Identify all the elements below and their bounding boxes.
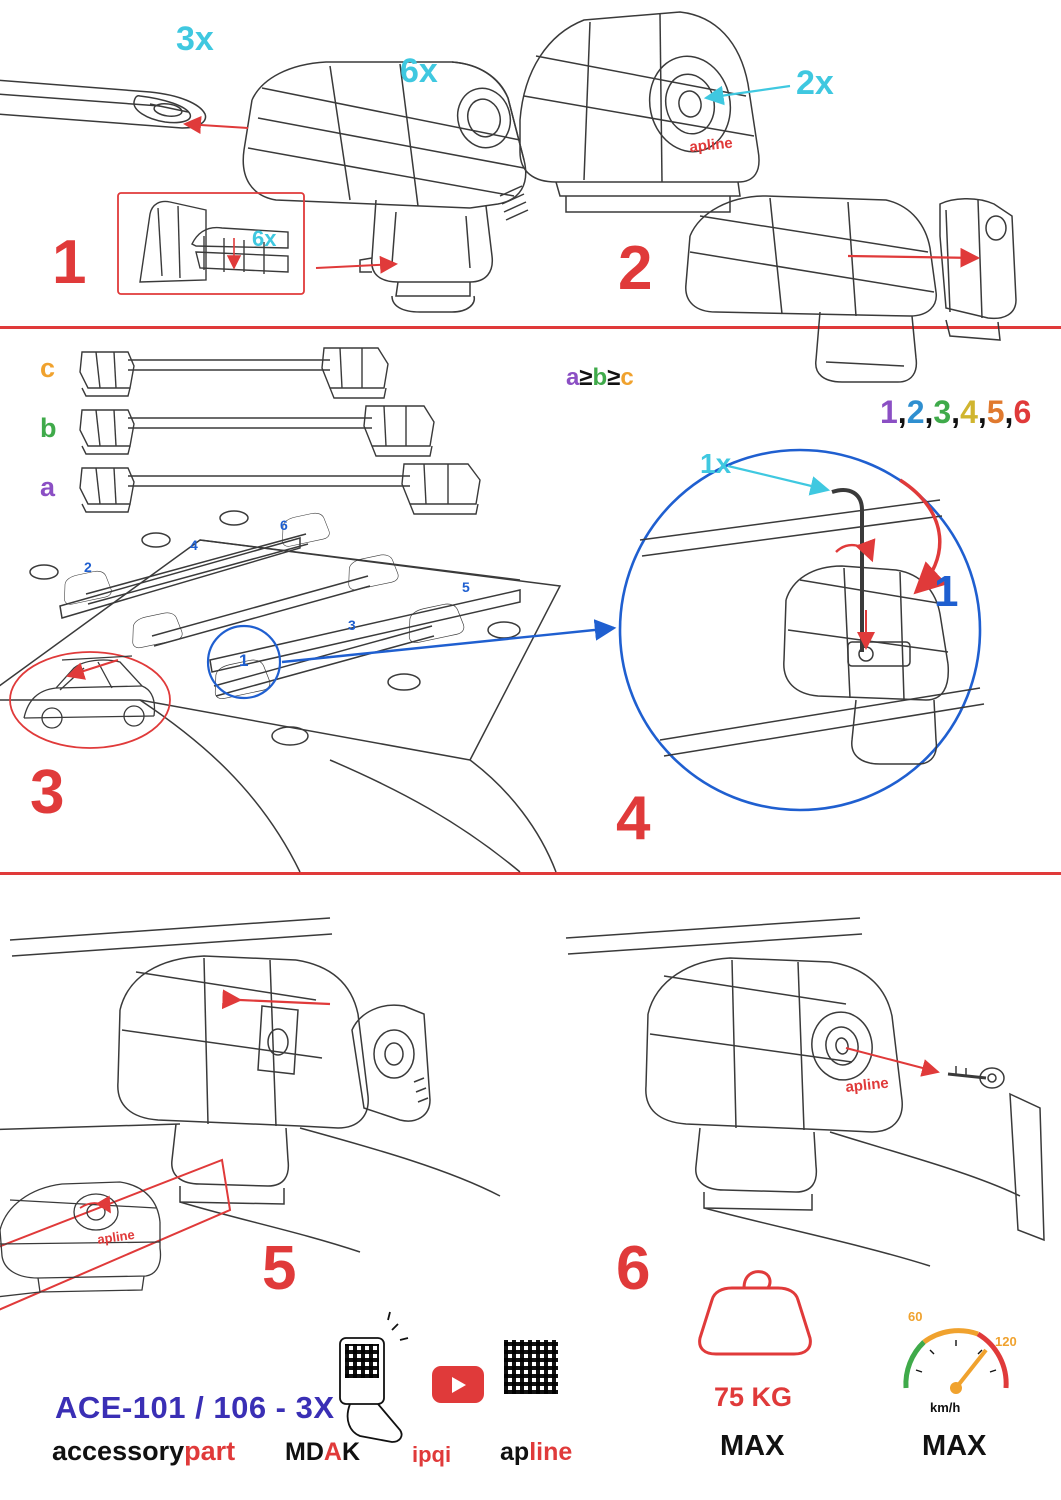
roof-point-6: 6 <box>280 517 288 533</box>
step-number-4: 4 <box>616 784 651 853</box>
step-number-5: 5 <box>262 1234 297 1303</box>
product-code: ACE-101 / 106 - 3X <box>55 1390 335 1425</box>
brand-apline <box>500 1438 572 1467</box>
brand-mdak <box>285 1438 360 1467</box>
step-number-2: 2 <box>618 234 653 303</box>
tightening-sequence: 1,2,3,4,5,6 <box>880 394 1032 430</box>
svg-text:apline: apline <box>844 1074 890 1096</box>
roof-point-1: 1 <box>239 651 249 670</box>
brand-mdak-part2: K <box>341 1438 361 1466</box>
section-divider-1 <box>0 326 1061 329</box>
weight-limit-label: 75 KG <box>714 1382 793 1412</box>
speed-tick-high: 120 <box>995 1334 1017 1349</box>
inequality-expression <box>566 366 634 390</box>
brand-accessorypart <box>52 1436 235 1467</box>
inequality-ge-1: ≥ <box>579 364 593 391</box>
brand-ipqi: ipqi <box>412 1442 452 1467</box>
brand-accessory-text: accessory <box>52 1436 185 1466</box>
roof-point-5: 5 <box>462 579 470 595</box>
weight-max-label: MAX <box>720 1430 785 1462</box>
torque-callout-number: 1 <box>934 567 959 616</box>
qr-code-mdak[interactable] <box>345 1344 379 1378</box>
speed-unit-label: km/h <box>930 1400 961 1415</box>
speed-tick-low: 60 <box>908 1309 923 1324</box>
quantity-1x: 1x <box>700 448 732 479</box>
quantity-2x: 2x <box>796 64 834 102</box>
roof-point-3: 3 <box>348 617 356 633</box>
brand-mdak-accent: A <box>323 1438 342 1466</box>
quantity-3x: 3x <box>176 20 214 58</box>
inequality-ge-2: ≥ <box>607 364 621 391</box>
bar-label-b: b <box>40 413 57 443</box>
speed-max-label: MAX <box>922 1430 987 1462</box>
step-number-6: 6 <box>616 1234 651 1303</box>
youtube-icon[interactable] <box>432 1366 484 1403</box>
brand-part-text: part <box>184 1436 236 1466</box>
inequality-a: a <box>566 364 580 391</box>
bar-label-a: a <box>40 472 56 502</box>
svg-text:apline: apline <box>688 134 734 156</box>
roof-point-4: 4 <box>190 537 198 553</box>
inequality-c: c <box>620 364 634 391</box>
section-divider-2 <box>0 872 1061 875</box>
quantity-6x: 6x <box>400 52 438 90</box>
step-number-1: 1 <box>52 228 87 297</box>
step-number-3: 3 <box>30 758 65 827</box>
roof-point-2: 2 <box>84 559 92 575</box>
bar-label-c: c <box>40 353 56 383</box>
brand-line-text: line <box>529 1438 573 1466</box>
inequality-b: b <box>592 364 608 391</box>
brand-mdak-part1: MD <box>285 1438 324 1466</box>
svg-text:apline: apline <box>96 1226 136 1247</box>
qr-code-apline[interactable] <box>504 1340 558 1394</box>
quantity-6x-inset: 6x <box>252 226 277 251</box>
brand-ap-text: ap <box>500 1438 530 1466</box>
